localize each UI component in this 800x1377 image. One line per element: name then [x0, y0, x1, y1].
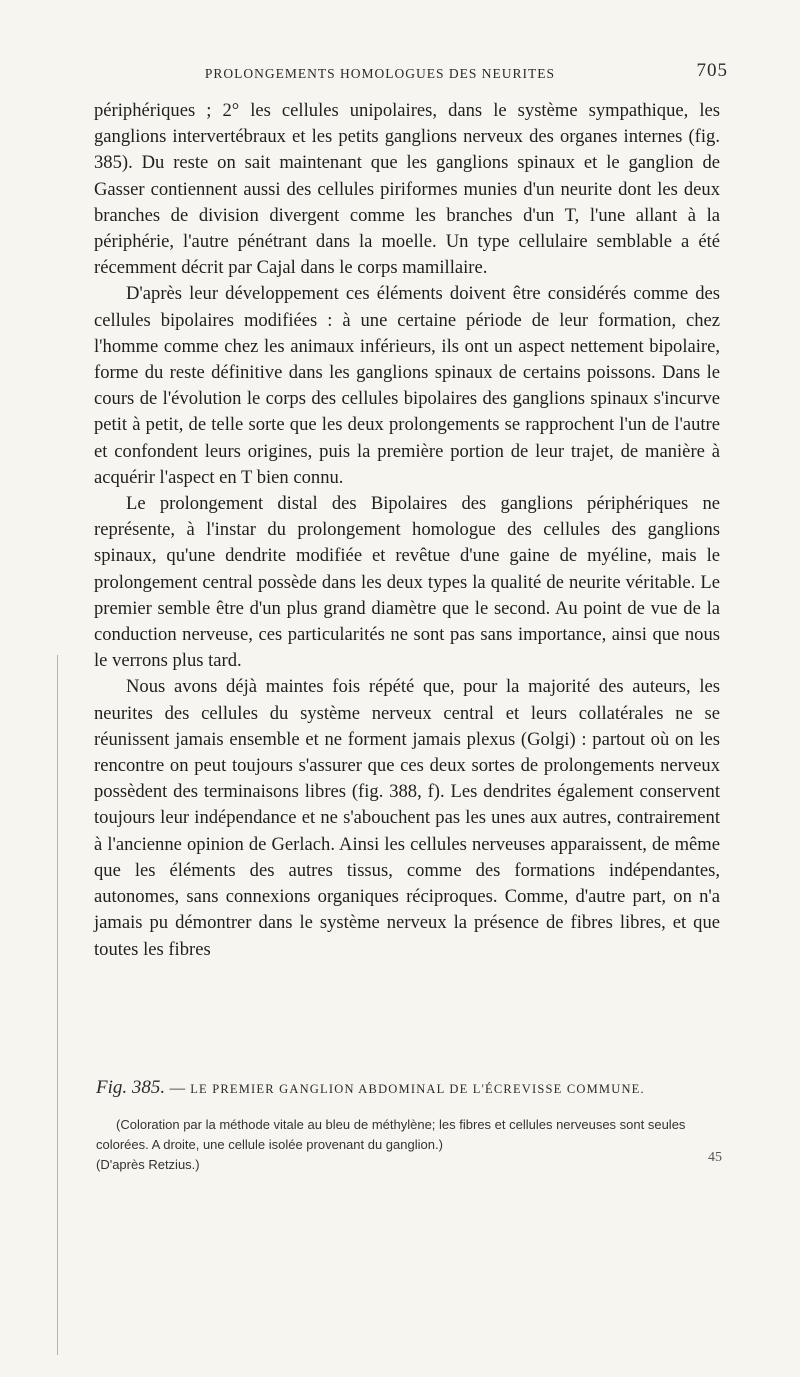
figure-title-text: LE PREMIER GANGLION ABDOMINAL DE L'ÉCREVISSE COMMUNE. — [190, 1082, 645, 1096]
paragraph-3: Le prolongement distal des Bipolaires des ganglions périphériques ne représente, à l'instar du prolongement homologue des cellules des ganglions spinaux, qu'une dendrite modifiée et revêtue d'une gaine de myéline, mais le prolongement central possède dans les deux types la qualité de neurite véritable. Le premier semble être d'un plus grand diamètre que le second. Au point de vue de la conduction nerveuse, ces particularités ne sont pas sans importance, ainsi que nous le verrons plus tard. — [94, 493, 720, 672]
caption-note: (Coloration par la méthode vitale au bleu de méthylène; les fibres et cellules nerveuses sont seules colorées. A droite, une cellule isolée provenant du ganglion.) — [96, 1117, 686, 1152]
figure-label: Fig. 385. — [96, 1077, 166, 1098]
signature-mark: 45 — [708, 1150, 722, 1165]
figure-title — [96, 1077, 736, 1099]
body-text — [94, 98, 720, 963]
caption-dash: — — [169, 1080, 186, 1097]
paragraph-4: Nous avons déjà maintes fois répété que, pour la majorité des auteurs, les neurites des cellules du système nerveux central et leurs collatérales ne se réunissent jamais ensemble et ne forment jamais plexus (Golgi) : partout où on les rencontre on peut toujours s'assurer que ces deux sortes de prolongements nerveux possèdent des terminaisons libres (fig. 388, f). Les dendrites également conservent toujours leur indépendance et ne s'abouchent pas les unes aux autres, contrairement à l'ancienne opinion de Gerlach. Ainsi les cellules nerveuses apparaissent, de même que les éléments des autres tissus, comme des formations indépendantes, autonomes, sans connexions organiques réciproques. Comme, d'autre part, on n'a jamais pu démontrer dans le système nerveux la présence de fibres libres, et que toutes les fibres — [94, 676, 720, 960]
paragraph-2: D'après leur développement ces éléments doivent être considérés comme des cellules bipolaires modifiées : à une certaine période de leur formation, chez l'homme comme chez les animaux inférieurs, ils ont un aspect nettement bipolaire, forme du reste définitive dans les ganglions spinaux de certains poissons. Dans le cours de l'évolution le corps des cellules bipolaires des ganglions spinaux s'incurve petit à petit, de telle sorte que les deux prolongements se rapprochent l'un de l'autre et confondent leurs origines, puis la première portion de leur trajet, de manière à acquérir l'aspect en T bien connu. — [94, 283, 720, 488]
figure-caption — [96, 1077, 736, 1175]
caption-credit: (D'après Retzius.) — [96, 1157, 200, 1172]
running-head: PROLONGEMENTS HOMOLOGUES DES NEURITES — [204, 66, 556, 81]
gutter-line — [57, 655, 58, 1355]
paragraph-1: périphériques ; 2° les cellules unipolaires, dans le système sympathique, les ganglions intervertébraux et les petits ganglions nerveux des organes internes (fig. 385). Du reste on sait maintenant que les ganglions spinaux et le ganglion de Gasser contiennent aussi des cellules piriformes munies d'un neurite dont les deux branches de division divergent comme les branches d'un T, l'une allant à la périphérie, l'autre pénétrant dans la moelle. Un type cellulaire semblable a été récemment décrit par Cajal dans le corps mamillaire. — [94, 100, 720, 279]
page-number: 705 — [696, 60, 728, 81]
